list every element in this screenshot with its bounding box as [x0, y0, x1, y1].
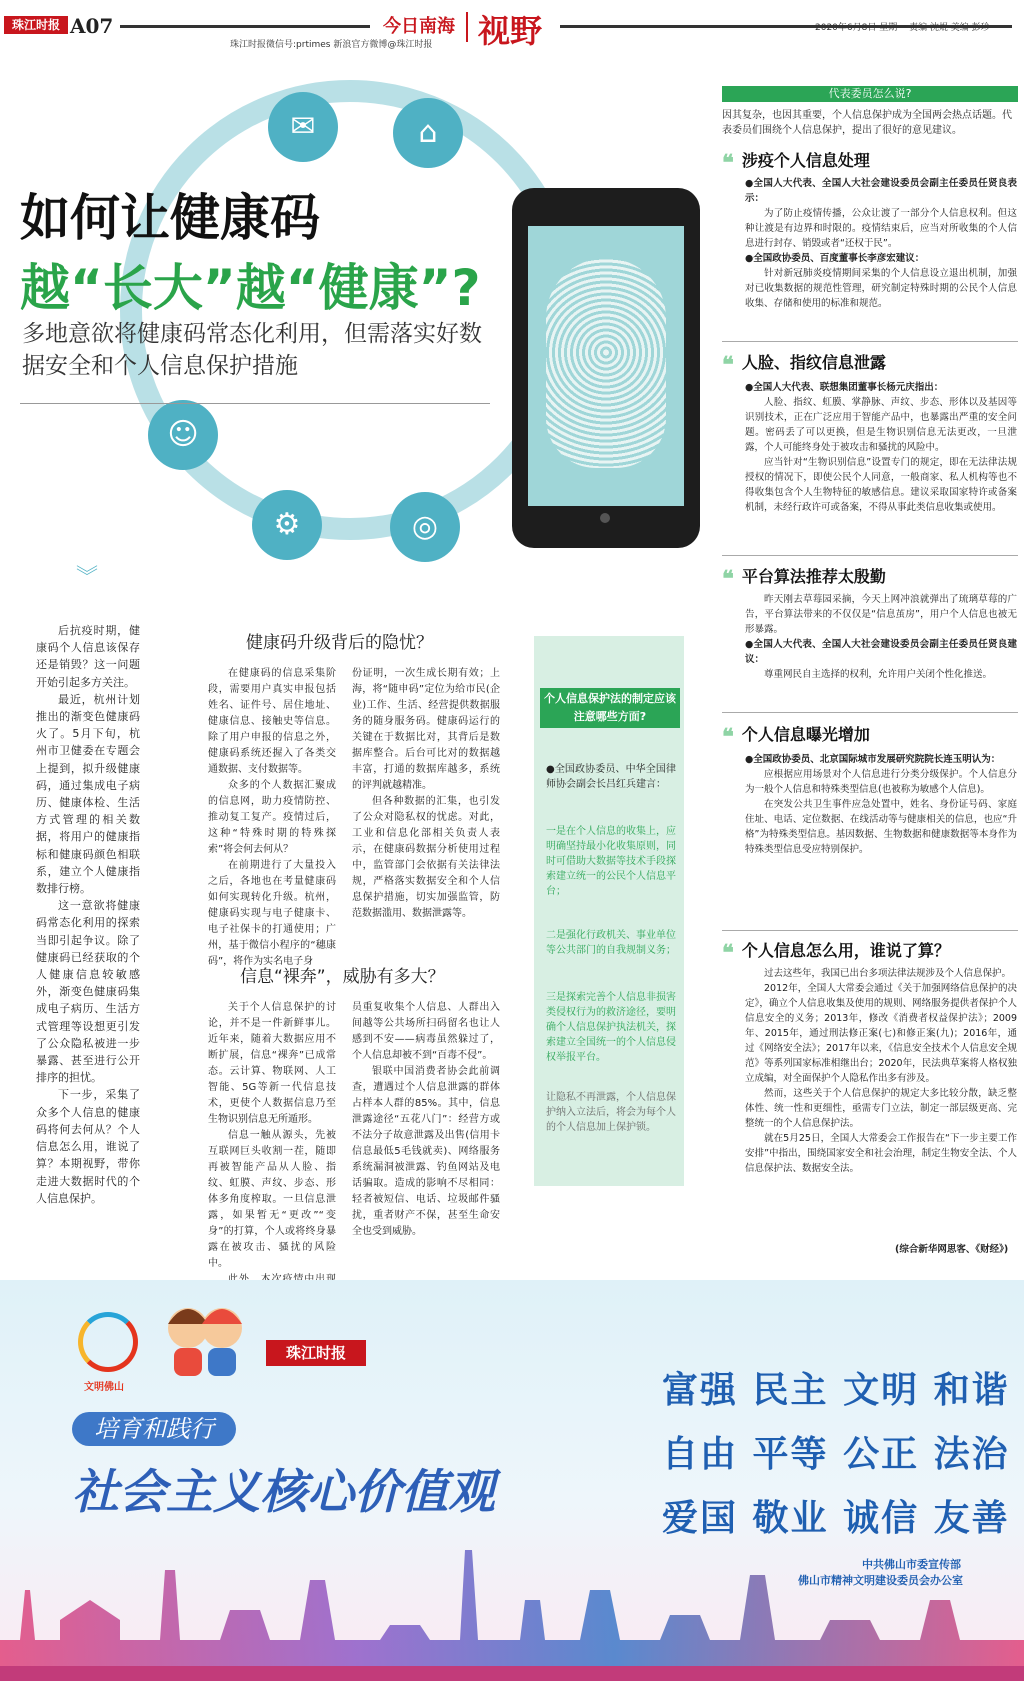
body-paragraph: 员重复收集个人信息、人群出入间越等公共场所扫码留名也让人感到不安——病毒虽然躲过了，个人信息却被不到“百毒不侵”。: [352, 1002, 500, 1061]
core-values-line: 自由 平等 公正 法治: [662, 1434, 1010, 1475]
ad-main-slogan: 社会主义核心价值观: [72, 1465, 495, 1520]
page-number: A07: [70, 14, 114, 38]
right-section-body: 过去这些年，我国已出台多项法律法规涉及个人信息保护。 2012年，全国人大常委会通过《关于加强网络信息保护的决定》，确立个人信息收集及使用的规则、网络服务提供者保护个人信息安全的义务；2013年，修改《消费者权益保护法》；2009年、2015年，通过刑法修正案(七)和修正案(九)；2016年，通过《网络安全法》；2017年以来，《信息安全技术个人信息安全规范》等系列国家标准相继出台；2020年，民法典草案将人格权独立成编，对全面保护个人隐私作出多有涉及。 然而，这些关于个人信息保护的规定大多比较分散，缺乏整体性、统一性和更细性，亟需专门立法，制定一部层级更高、完整统一的个人信息保护法。 就在5月25日，全国人大常委会工作报告在“下一步主要工作安排”中指出，围绕国家安全和社会治理，制定生物安全法、个人信息保护法、数据安全法。: [745, 968, 1017, 1174]
phone-home-button: [600, 513, 610, 523]
right-section-title: ❝ 平台算法推荐太殷勤: [722, 566, 886, 592]
section-title: 视野: [478, 12, 543, 50]
body-paragraph: 在前期进行了大量投入之后，各地也在考量健康码如何实现转化升级。杭州，健康码实现与电子健康卡、电子社保卡的打通使用；广州，基于微信小程序的“穗康码”，将作为实名电子身: [208, 860, 336, 967]
right-section-title: ❝ 人脸、指纹信息泄露: [722, 352, 886, 378]
wechat-info: 珠江时报微信号:prtimes 新浪官方微博@珠江时报: [230, 40, 433, 50]
section-separator: [466, 12, 468, 42]
chevron-down-icon: ︾: [76, 565, 99, 590]
quote-icon: ❝: [722, 940, 734, 966]
lead-paragraph: 下一步，采集了众多个人信息的健康码将何去何从？个人信息怎么用，谁说了算？本期视野，带你走进大数据时代的个人信息保护。: [36, 1088, 140, 1205]
body-paragraph: 众多的个人数据汇聚成的信息网，助力疫情防控、推动复工复产。疫情过后，这种“特殊时期的特殊探索”将会何去何从？: [208, 780, 336, 855]
body-paragraph: 银联中国消费者协会此前调查，遭遇过个人信息泄露的群体占样本人群的85%。其中，信息泄露途径“五花八门”：经营方或不法分子故意泄露及出售(信用卡信息最低5毛钱就卖)、网络服务系统漏洞被泄露、钓鱼网站及电话骗取。造成的影响不尽相同：轻者被短信、电话、垃圾邮件骚扰，重者财产不保，甚至生命安全也受到威胁。: [352, 1066, 500, 1237]
newspaper-logo: 珠江时报: [4, 16, 68, 34]
green-sidebar-point: 一是在个人信息的收集上，应明确坚持最小化收集原则，同时可借助大数据等技术手段探索建立统一的公民个人信息平台；: [546, 826, 676, 897]
body-paragraph: 信息一触从源头，先被互联网巨头收割一茬，随即再被智能产品从人脸、指纹、虹膜、声纹、步态、形体多角度榨取。一旦信息泄露，如果暂无“更改”“变身”的打算，个人或将终身暴露在被攻击、骚扰的风险中。: [208, 1130, 336, 1269]
right-banner: 代表委员怎么说?: [722, 86, 1018, 102]
subheadline: 多地意欲将健康码常态化利用，但需落实好数据安全和个人信息保护措施: [22, 321, 482, 379]
fingerprint-icon: [546, 258, 666, 468]
article-source: (综合新华网思客、《财经》): [895, 1244, 1009, 1255]
headline-line1: 如何让健康码: [20, 189, 320, 247]
body-paragraph: 在健康码的信息采集阶段，需要用户真实申报包括姓名、证件号、居住地址、健康信息、接触史等信息。除了用户申报的信息之外，健康码系统还握入了各类交通数据、支付数据等。: [208, 668, 336, 775]
right-section-body: ●全国政协委员、北京国际城市发展研究院院长连玉明认为： 应根据应用场景对个人信息进行分类分级保护。个人信息分为一般个人信息和特殊类型信息(也被称为敏感个人信息)。 在突发公共卫生事件应急处置中，姓名、身份证号码、家庭住址、电话、定位数据、在线活动等与健康相关的信息，也应“升格”为特殊类型信息。基因数据、生物数据和健康数据等本身作为特殊类型信息受应特别保护。: [745, 754, 1017, 855]
user-icon: ☺: [148, 400, 218, 470]
lead-paragraph: 最近，杭州计划推出的渐变色健康码火了。5月下旬，杭州市卫健委在专题会上提到，拟升级健康码，通过集成电子病历、健康体检、生活方式管理的相关数据，将用户的健康指标和健康码颜色相联系，建立个人健康指数排行榜。: [36, 692, 140, 896]
lead-paragraph: 后抗疫时期，健康码个人信息该保存还是销毁？这一问题开始引起多方关注。: [36, 624, 140, 689]
header-rule: [120, 25, 370, 28]
core-values-line: 富强 民主 文明 和谐: [662, 1370, 1010, 1411]
green-sidebar-point: 二是强化行政机关、事业单位等公共部门的自我规制义务；: [546, 930, 676, 956]
section2-title: 信息“裸奔”，威胁有多大？: [240, 967, 445, 987]
section-divider: [722, 555, 1018, 556]
dateline: 2020年6月8日 星期一 责编 沈焜 美编 彭珍: [815, 23, 990, 33]
ad-pill-label: 培育和践行: [72, 1412, 236, 1446]
right-section-title: ❝ 个人信息怎么用，谁说了算？: [722, 940, 950, 966]
newspaper-badge: 珠江时报: [266, 1340, 366, 1366]
core-values-line: 爱国 敬业 诚信 友善: [662, 1498, 1010, 1539]
city-skyline-illustration: [0, 1530, 1024, 1681]
lead-paragraph: 这一意欲将健康码常态化利用的探索当即引起争议。除了健康码已经获取的个人健康信息较敏感外，渐变色健康码集成电子病历、生活方式管理等设想更引发了公众隐私被进一步暴露、甚至进行公开排序的担忧。: [36, 899, 140, 1085]
section-divider: [722, 712, 1018, 713]
section-divider: [722, 341, 1018, 342]
green-sidebar-quote: 让隐私不再泄露，个人信息保护纳入立法后，将会为每个人的个人信息加上保护锁。: [546, 1092, 676, 1133]
home-icon: ⌂: [393, 98, 463, 168]
ad-organization: 中共佛山市委宣传部: [862, 1558, 961, 1571]
right-section-body: ●全国人大代表、联想集团董事长杨元庆指出： 人脸、指纹、虹膜、掌静脉、声纹、步态、形体以及基因等识别技术，正在广泛应用于智能产品中，也暴露出严重的安全问题。密码丢了可以更换，但是生物识别信息无法更改，一旦泄露，个人可能终身处于被攻击和骚扰的风险中。 应当针对“生物识别信息”设置专门的规定，即在无法律法规授权的情况下，即使公民个人同意，一般商家、私人机构等也不得收集包含个人生物特征的敏感信息。建议采取国家特许或备案机制，未经行政许可或备案，不得从事此类信息收集或使用。: [745, 382, 1017, 513]
green-sidebar-point: 三是探索完善个人信息非损害类侵权行为的救济途径，要明确个人信息保护执法机关，探索建立全国统一的个人信息侵权举报平台。: [546, 992, 676, 1063]
right-section-title: ❝ 个人信息曝光增加: [722, 724, 870, 750]
right-section-body: ●全国人大代表、全国人大社会建设委员会副主任委员任贤良表示： 为了防止疫情传播，公众让渡了一部分个人信息权利。但这种让渡是有边界和时限的。疫情结束后，应当对所收集的个人信息进行封存、销毁或者“还权于民”。 ●全国政协委员、百度董事长李彦宏建议： 针对新冠肺炎疫情期间采集的个人信息设立退出机制，加强对已收集数据的规范性管理，研究制定特殊时期的公民个人信息收集、存储和使用的标准和规范。: [745, 178, 1017, 309]
right-section-title: ❝ 涉疫个人信息处理: [722, 150, 870, 176]
section1-column-a: [208, 666, 336, 967]
quote-icon: ❝: [722, 724, 734, 750]
right-intro: 因其复杂，也因其重要，个人信息保护成为全国两会热点话题。代表委员们围绕个人信息保护，提出了很好的意见建议。: [722, 110, 1012, 136]
body-paragraph: 关于个人信息保护的讨论，并不是一件新鲜事儿。近年来，随着大数据应用不断扩展，信息“裸奔”已成常态。云计算、物联网、人工智能、5G等新一代信息技术，更使个人数据信息乃至生物识别信息无所遁形。: [208, 1002, 336, 1125]
right-section-body: 昨天刚去草莓园采摘，今天上网冲浪就弹出了琉璃草莓的广告，平台算法带来的不仅仅是“信息茧房”，用户个人信息也被无形暴露。 ●全国人大代表、全国人大社会建设委员会副主任委员任贤良建议： 尊重网民自主选择的权利，允许用户关闭个性化推送。: [745, 594, 1017, 680]
green-sidebar-title: 个人信息保护法的制定应该注意哪些方面?: [540, 688, 680, 728]
logo-label: 文明佛山: [84, 1382, 124, 1393]
quote-icon: ❝: [722, 566, 734, 592]
ad-organization: 佛山市精神文明建设委员会办公室: [798, 1574, 963, 1587]
section-divider: [722, 930, 1018, 931]
headline-line2: 越“长大”越“健康”?: [20, 259, 481, 317]
section2-column-b: [352, 1000, 500, 1258]
mascot-illustration: [160, 1298, 250, 1378]
section1-title: 健康码升级背后的隐忧？: [246, 633, 433, 653]
hero-rule: [20, 403, 490, 404]
section1-column-b: [352, 666, 500, 924]
lead-column: [36, 622, 140, 1252]
quote-icon: ❝: [722, 150, 734, 176]
coins-icon: ◎: [390, 492, 460, 562]
body-paragraph: 但各种数据的汇集，也引发了公众对隐私权的忧虑。对此，工业和信息化部相关负责人表示，在健康码数据分析使用过程中，监管部门会依据有关法律法规，严格落实数据安全和个人信息保护措施，切实加强监管，防范数据滥用、数据泄露等。: [352, 796, 500, 919]
green-sidebar-speaker: ●全国政协委员、中华全国律师协会副会长吕红兵建言：: [546, 764, 676, 790]
quote-icon: ❝: [722, 352, 734, 378]
section-name: 今日南海: [383, 16, 455, 37]
mail-icon: ✉: [268, 92, 338, 162]
civilized-foshan-logo: [78, 1312, 138, 1372]
section2-column-a: [208, 1000, 336, 1269]
body-paragraph: 份证明，一次生成长期有效；上海，将“随申码”定位为给市民(企业)工作、生活、经营提供数据服务的随身服务码。健康码运行的关键在于数据比对，其背后是数据库整合。后台可比对的数据越丰富，打通的数据库越多，系统的评判就越精准。: [352, 668, 500, 791]
gear-icon: ⚙: [252, 490, 322, 560]
